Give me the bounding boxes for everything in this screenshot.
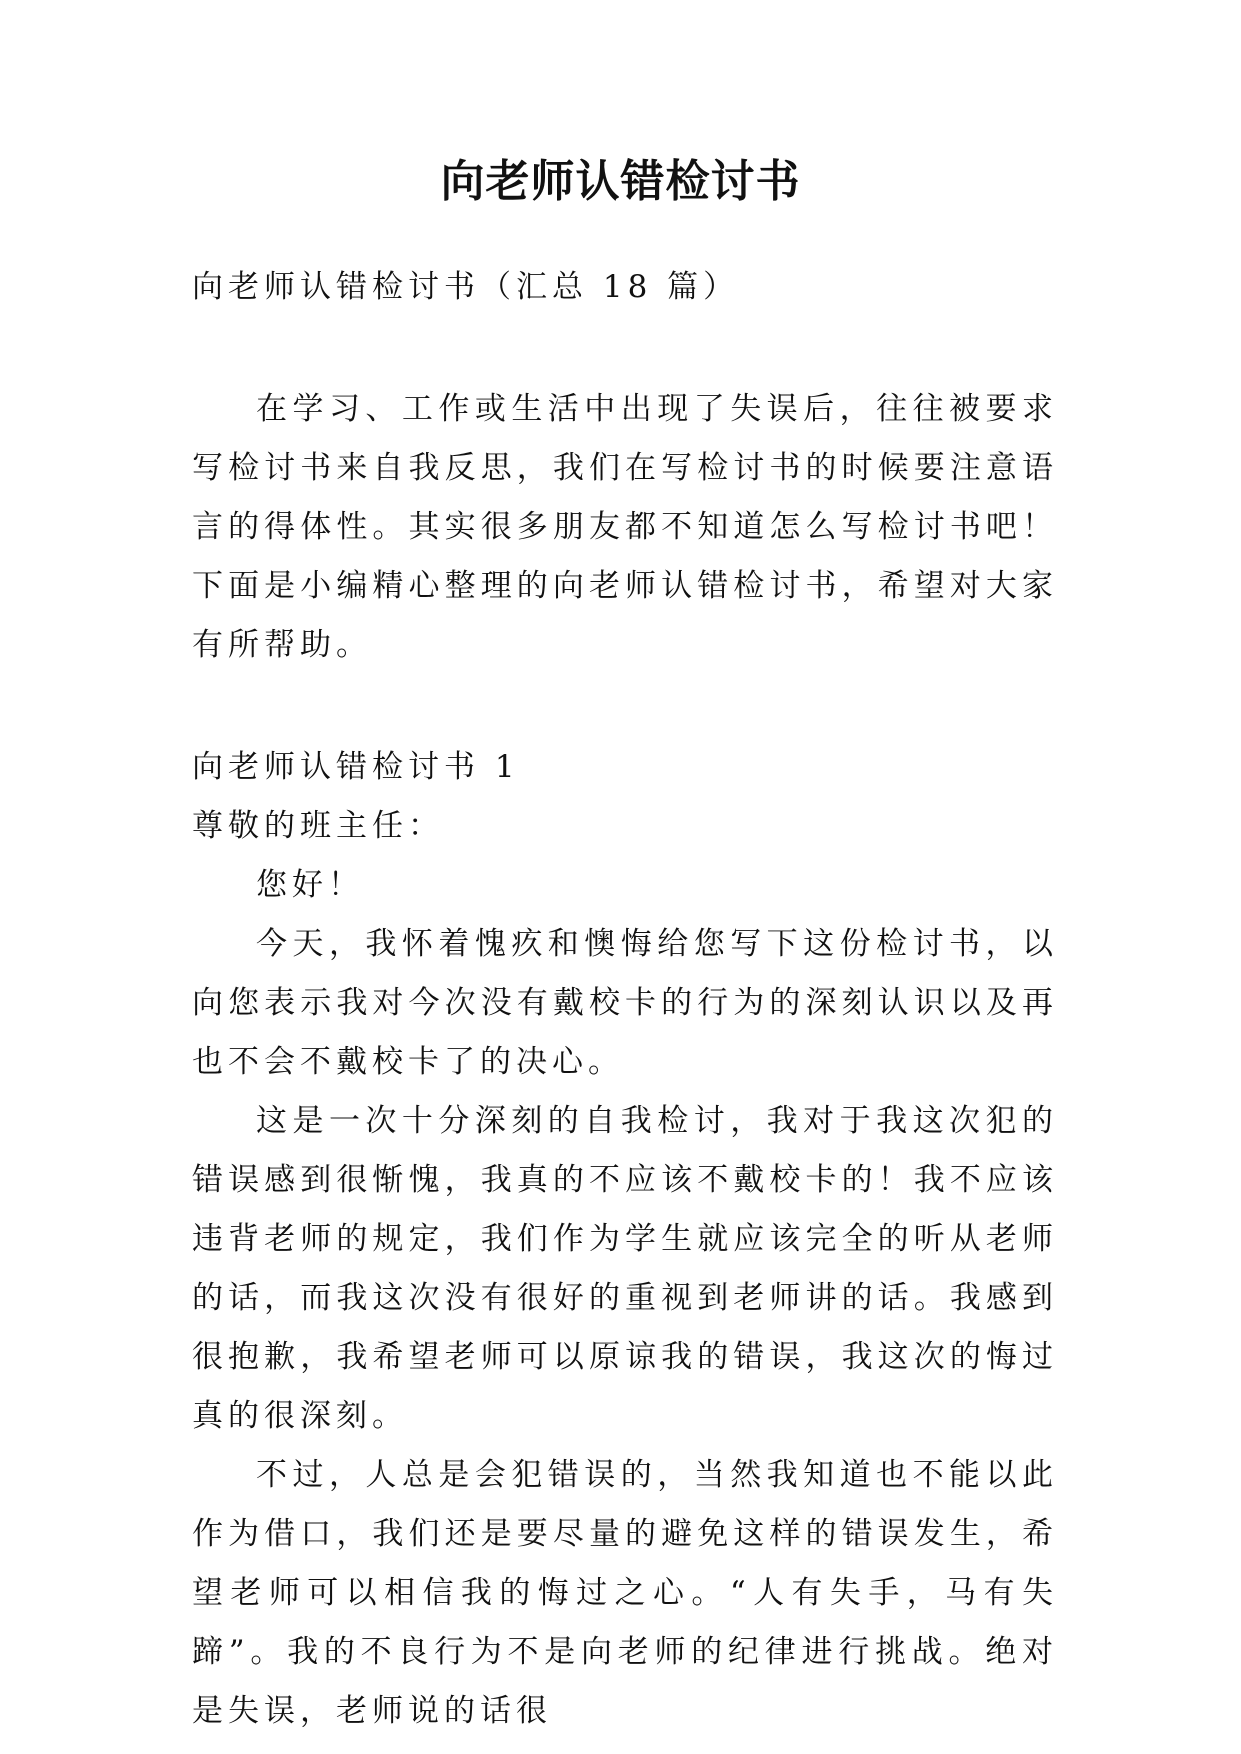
document-title: 向老师认错检讨书 [440,156,801,207]
body-paragraph-2: 这是一次十分深刻的自我检讨，我对于我这次犯的错误感到很惭愧，我真的不应该不戴校卡的！我不应该违背老师的规定，我们作为学生就应该完全的听从老师的话，而我这次没有很好的重视到老师讲的话。我感到很抱歉，我希望老师可以原谅我的错误，我这次的悔过真的很深刻。 [192,1103,1058,1434]
salutation: 尊敬的班主任： [192,808,444,844]
intro-paragraph: 在学习、工作或生活中出现了失误后，往往被要求写检讨书来自我反思，我们在写检讨书的时候要注意语言的得体性。其实很多朋友都不知道怎么写检讨书吧！下面是小编精心整理的向老师认错检讨书，希望对大家有所帮助。 [192,391,1058,663]
section-heading: 向老师认错检讨书 1 [192,749,520,785]
body-paragraph-1: 今天，我怀着愧疚和懊悔给您写下这份检讨书，以向您表示我对今次没有戴校卡的行为的深刻认识以及再也不会不戴校卡了的决心。 [192,926,1058,1080]
greeting: 您好！ [256,867,364,903]
document-subtitle: 向老师认错检讨书（汇总 18 篇） [192,269,740,305]
document-body [192,258,1058,1741]
body-paragraph-3: 不过，人总是会犯错误的，当然我知道也不能以此作为借口，我们还是要尽量的避免这样的错误发生，希望老师可以相信我的悔过之心。“人有失手，马有失蹄”。我的不良行为不是向老师的纪律进行挑战。绝对是失误，老师说的话很 [192,1457,1058,1729]
